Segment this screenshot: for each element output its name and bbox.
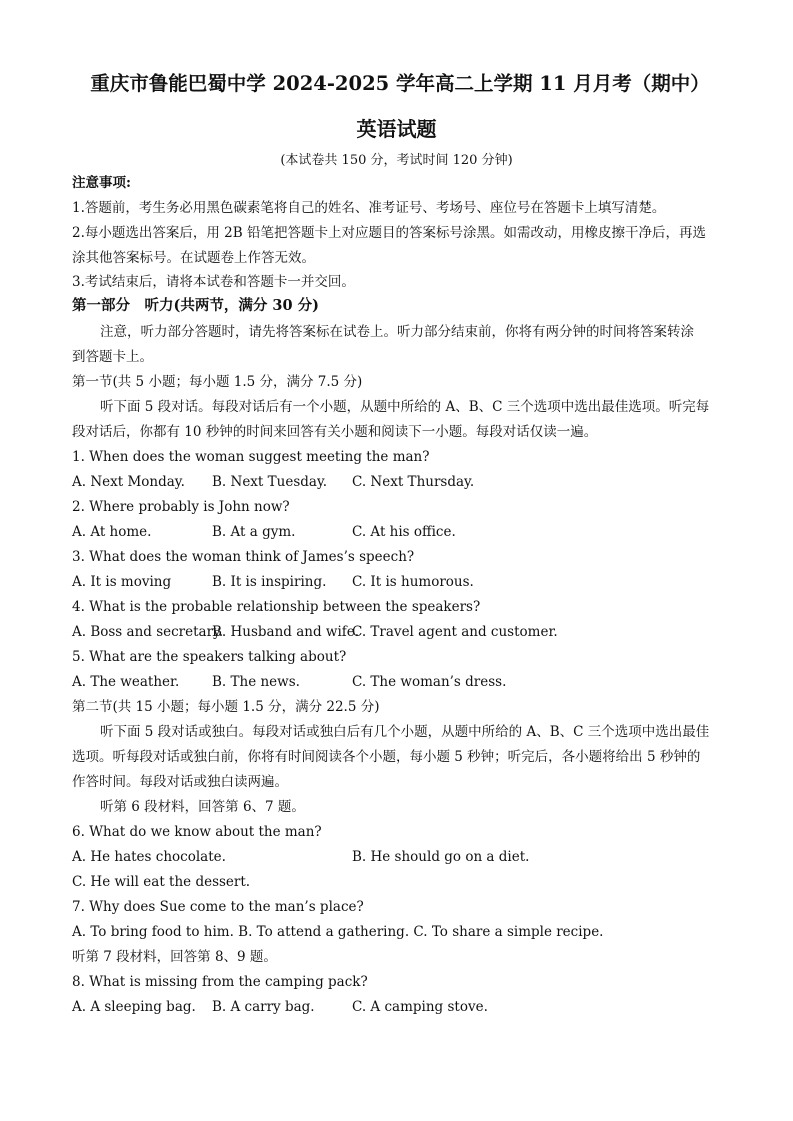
- option-b: B. It is inspiring.: [212, 574, 327, 590]
- instruction-item: 1.答题前，考生务必用黑色碳素笔将自己的姓名、准考证号、考场号、座位号在答题卡上填写清楚。: [72, 200, 666, 216]
- question-text: 6. What do we know about the man?: [72, 824, 322, 840]
- option-a: A. He hates chocolate.: [72, 849, 226, 865]
- option-c: C. A camping stove.: [352, 999, 488, 1015]
- question-text: 3. What does the woman think of James’s speech?: [72, 549, 415, 565]
- section2-directions: 听下面 5 段对话或独白。每段对话或独白后有几个小题，从题中所给的 A、B、C 三个选项中选出最佳: [100, 724, 710, 740]
- option-a: A. Next Monday.: [72, 474, 185, 490]
- section2-directions: 作答时间。每段对话或独白读两遍。: [72, 774, 288, 790]
- option-a: A. It is moving: [72, 574, 172, 590]
- option-b: B. A carry bag.: [212, 999, 315, 1015]
- option-b: B. The news.: [212, 674, 300, 690]
- instructions-heading: 注意事项:: [72, 175, 131, 191]
- question-text: 8. What is missing from the camping pack?: [72, 974, 368, 990]
- option-a: A. A sleeping bag.: [72, 999, 196, 1015]
- option-c: C. The woman’s dress.: [352, 674, 507, 690]
- option-b: B. He should go on a diet.: [352, 849, 530, 865]
- option-c: C. At his office.: [352, 524, 456, 540]
- question-text: 5. What are the speakers talking about?: [72, 649, 347, 665]
- option-c: C. It is humorous.: [352, 574, 474, 590]
- option-c: C. Travel agent and customer.: [352, 624, 558, 640]
- question-options: A. To bring food to him. B. To attend a gathering. C. To share a simple recipe.: [72, 924, 604, 940]
- question-text: 1. When does the woman suggest meeting the man?: [72, 449, 430, 465]
- material-label: 听第 7 段材料，回答第 8、9 题。: [72, 949, 277, 965]
- section1-directions: 听下面 5 段对话。每段对话后有一个小题，从题中所给的 A、B、C 三个选项中选出最佳选项。听完每: [100, 399, 710, 415]
- instruction-item: 3.考试结束后，请将本试卷和答题卡一并交回。: [72, 274, 355, 290]
- part1-heading: 第一部分 听力(共两节，满分 30 分): [72, 297, 319, 314]
- section2-directions: 选项。听每段对话或独白前，你将有时间阅读各个小题，每小题 5 秒钟；听完后，各小题将给出 5 秒钟的: [72, 749, 701, 765]
- section1-directions: 段对话后，你都有 10 秒钟的时间来回答有关小题和阅读下一小题。每段对话仅读一遍。: [72, 424, 598, 440]
- part1-intro: 到答题卡上。: [72, 349, 153, 365]
- option-b: B. Next Tuesday.: [212, 474, 328, 490]
- question-text: 2. Where probably is John now?: [72, 499, 290, 515]
- option-b: B. At a gym.: [212, 524, 296, 540]
- exam-title: 重庆市鲁能巴蜀中学 2024-2025 学年高二上学期 11 月月考（期中）: [90, 72, 710, 95]
- option-c: C. Next Thursday.: [352, 474, 475, 490]
- instruction-item: 涂其他答案标号。在试题卷上作答无效。: [72, 250, 315, 266]
- option-b: B. Husband and wife.: [212, 624, 360, 640]
- section2-heading: 第二节(共 15 小题；每小题 1.5 分，满分 22.5 分): [72, 699, 380, 715]
- option-a: A. Boss and secretary.: [72, 624, 224, 640]
- instruction-item: 2.每小题选出答案后，用 2B 铅笔把答题卡上对应题目的答案标号涂黑。如需改动，用橡皮擦干净后，再选: [72, 225, 706, 241]
- section1-heading: 第一节(共 5 小题；每小题 1.5 分，满分 7.5 分): [72, 374, 363, 390]
- option-c: C. He will eat the dessert.: [72, 874, 251, 890]
- option-a: A. At home.: [72, 524, 152, 540]
- material-label: 听第 6 段材料，回答第 6、7 题。: [100, 799, 305, 815]
- part1-intro: 注意，听力部分答题时，请先将答案标在试卷上。听力部分结束前，你将有两分钟的时间将答案转涂: [100, 324, 694, 340]
- exam-note: (本试卷共 150 分，考试时间 120 分钟): [280, 153, 513, 168]
- exam-subject: 英语试题: [356, 117, 437, 141]
- option-a: A. The weather.: [72, 674, 180, 690]
- question-text: 4. What is the probable relationship between the speakers?: [72, 599, 481, 615]
- question-text: 7. Why does Sue come to the man’s place?: [72, 899, 364, 915]
